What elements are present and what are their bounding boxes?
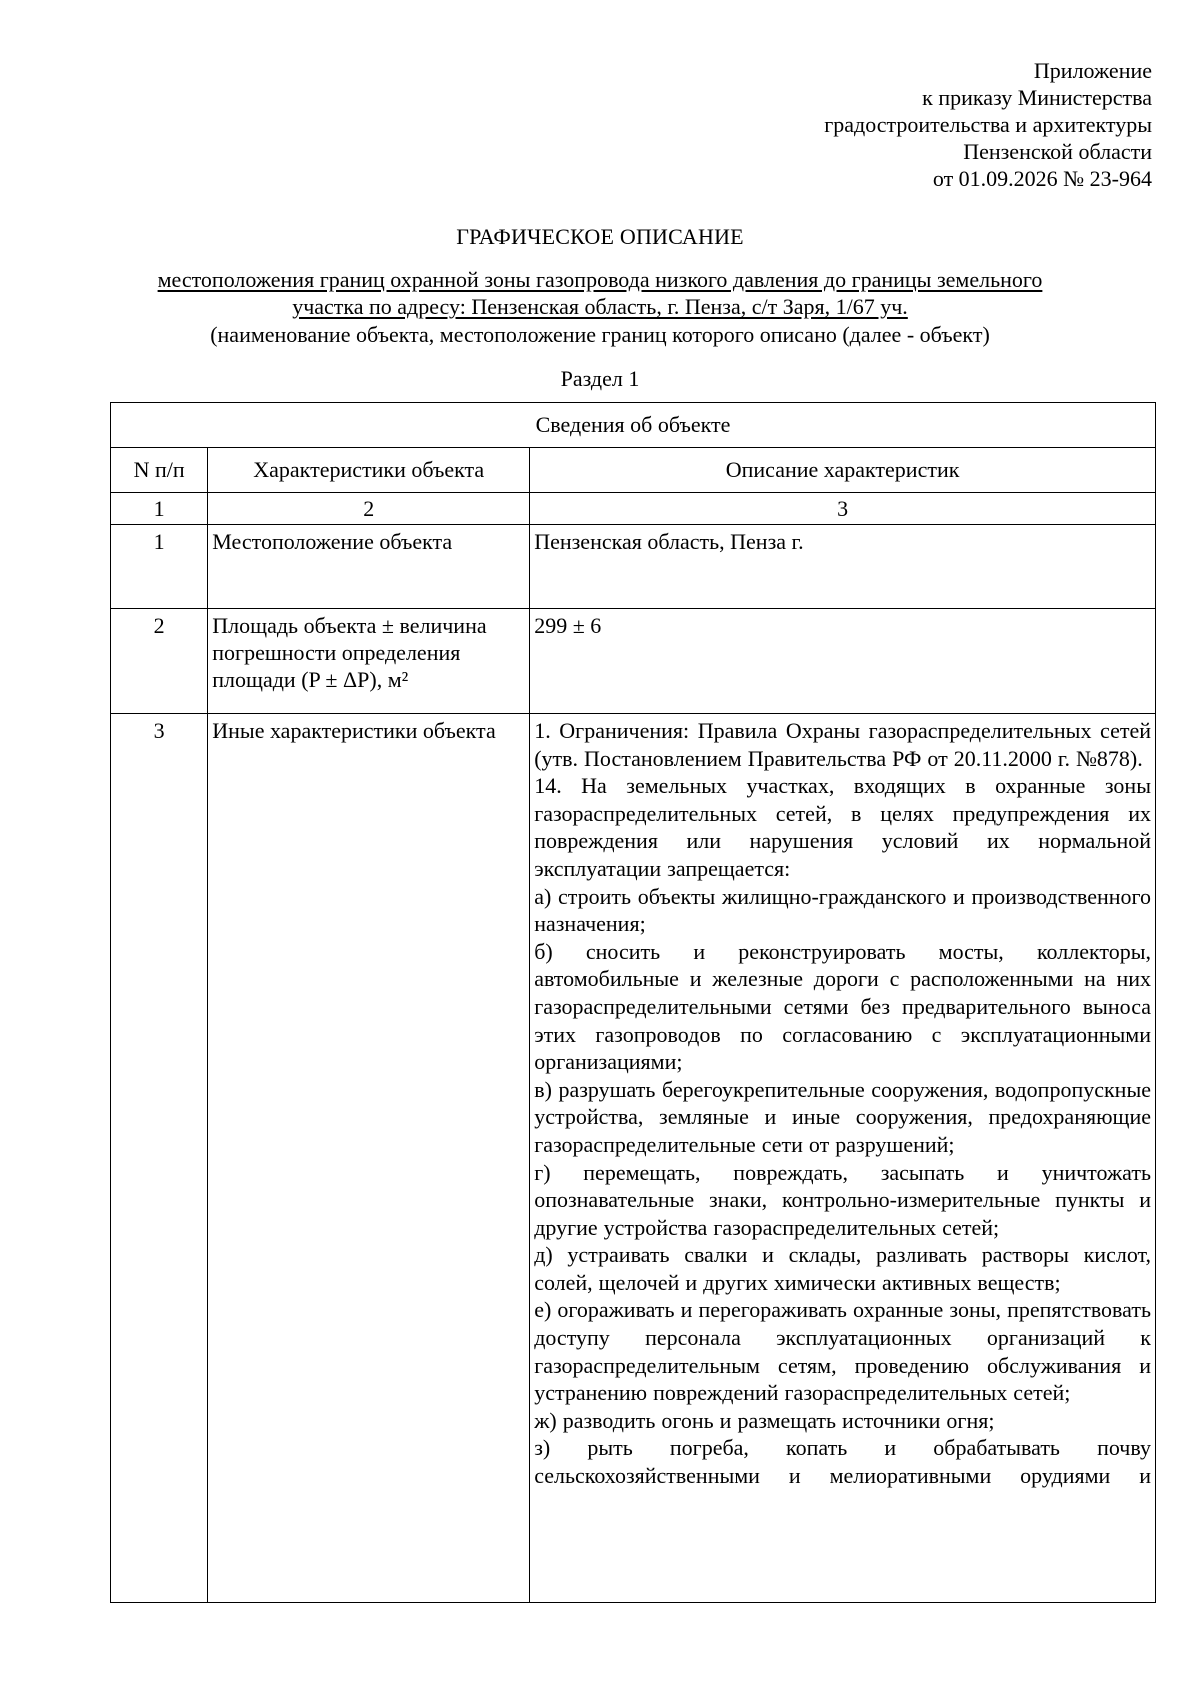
table-caption: Сведения об объекте — [111, 403, 1156, 448]
restriction-paragraph: а) строить объекты жилищно-гражданского и производственного назначения; — [534, 883, 1151, 937]
row-value: 299 ± 6 — [530, 609, 1156, 714]
appendix-order-date: от 01.09.2026 № 23-964 — [932, 166, 1152, 191]
section-title: Раздел 1 — [560, 366, 640, 391]
document-title: ГРАФИЧЕСКОЕ ОПИСАНИЕ — [456, 224, 744, 249]
object-name-line: участка по адресу: Пензенская область, г. Пенза, с/т Заря, 1/67 уч. — [292, 294, 908, 319]
restriction-paragraph: 1. Ограничения: Правила Охраны газораспределительных сетей (утв. Постановлением Правительства РФ от 20.11.2000 г. №878). — [534, 718, 1151, 771]
appendix-line: Приложение — [1033, 58, 1152, 83]
object-name — [120, 266, 1080, 320]
appendix-line: градостроительства и архитектуры — [824, 112, 1152, 137]
object-name-caption: (наименование объекта, местоположение границ которого описано (далее - объект) — [210, 322, 990, 347]
restriction-paragraph: д) устраивать свалки и склады, разливать растворы кислот, солей, щелочей и других химически активных веществ; — [534, 1242, 1151, 1295]
table-row — [111, 714, 1156, 1603]
table-row — [111, 609, 1156, 714]
row-label: Площадь объекта ± величина погрешности определения площади (P ± ΔP), м² — [208, 609, 530, 714]
restriction-paragraph: в) разрушать берегоукрепительные сооружения, водопропускные устройства, земляные и иные сооружения, предохраняющие газораспределительные сети от разрушений; — [534, 1076, 1151, 1157]
restriction-paragraph: 14. На земельных участках, входящих в охранные зоны газораспределительных сетей, в целях предупреждения их повреждения или нарушения условий их нормальной эксплуатации запрещается: — [534, 773, 1151, 881]
header-characteristic: Характеристики объекта — [208, 448, 530, 493]
column-number: 1 — [111, 493, 208, 525]
table-row — [111, 525, 1156, 609]
restriction-paragraph: б) сносить и реконструировать мосты, коллекторы, автомобильные и железные дороги с расположенными на них газораспределительными сетями без предварительного выноса этих газопроводов по согласованию с эксплуатационными организациями; — [534, 938, 1151, 1075]
column-number: 3 — [530, 493, 1156, 525]
restriction-paragraph: ж) разводить огонь и размещать источники огня; — [534, 1407, 995, 1433]
table-caption-row — [111, 403, 1156, 448]
row-value: Пензенская область, Пенза г. — [530, 525, 1156, 609]
row-index: 1 — [111, 525, 208, 609]
header-number: N п/п — [111, 448, 208, 493]
object-name-line: местоположения границ охранной зоны газопровода низкого давления до границы земельного — [157, 267, 1043, 292]
column-numbers-row — [111, 493, 1156, 525]
row-value — [530, 714, 1156, 1603]
appendix-block — [824, 57, 1152, 192]
header-description: Описание характеристик — [530, 448, 1156, 493]
row-index: 3 — [111, 714, 208, 1603]
appendix-line: Пензенской области — [963, 139, 1152, 164]
column-number: 2 — [208, 493, 530, 525]
restriction-paragraph: з) рыть погреба, копать и обрабатывать почву сельскохозяйственными и мелиоративными орудиями и — [534, 1435, 1151, 1489]
appendix-line: к приказу Министерства — [922, 85, 1152, 110]
restriction-paragraph: е) огораживать и перегораживать охранные зоны, препятствовать доступу персонала эксплуатационных организаций к газораспределительным сетям, проведению обслуживания и устранению повреждений газораспределительных сетей; — [534, 1297, 1151, 1406]
table-header-row — [111, 448, 1156, 493]
row-label: Иные характеристики объекта — [208, 714, 530, 1603]
row-label: Местоположение объекта — [208, 525, 530, 609]
row-index: 2 — [111, 609, 208, 714]
object-info-table — [110, 402, 1156, 1603]
restriction-paragraph: г) перемещать, повреждать, засыпать и уничтожать опознавательные знаки, контрольно-измерительные пункты и другие устройства газораспределительных сетей; — [534, 1159, 1151, 1240]
